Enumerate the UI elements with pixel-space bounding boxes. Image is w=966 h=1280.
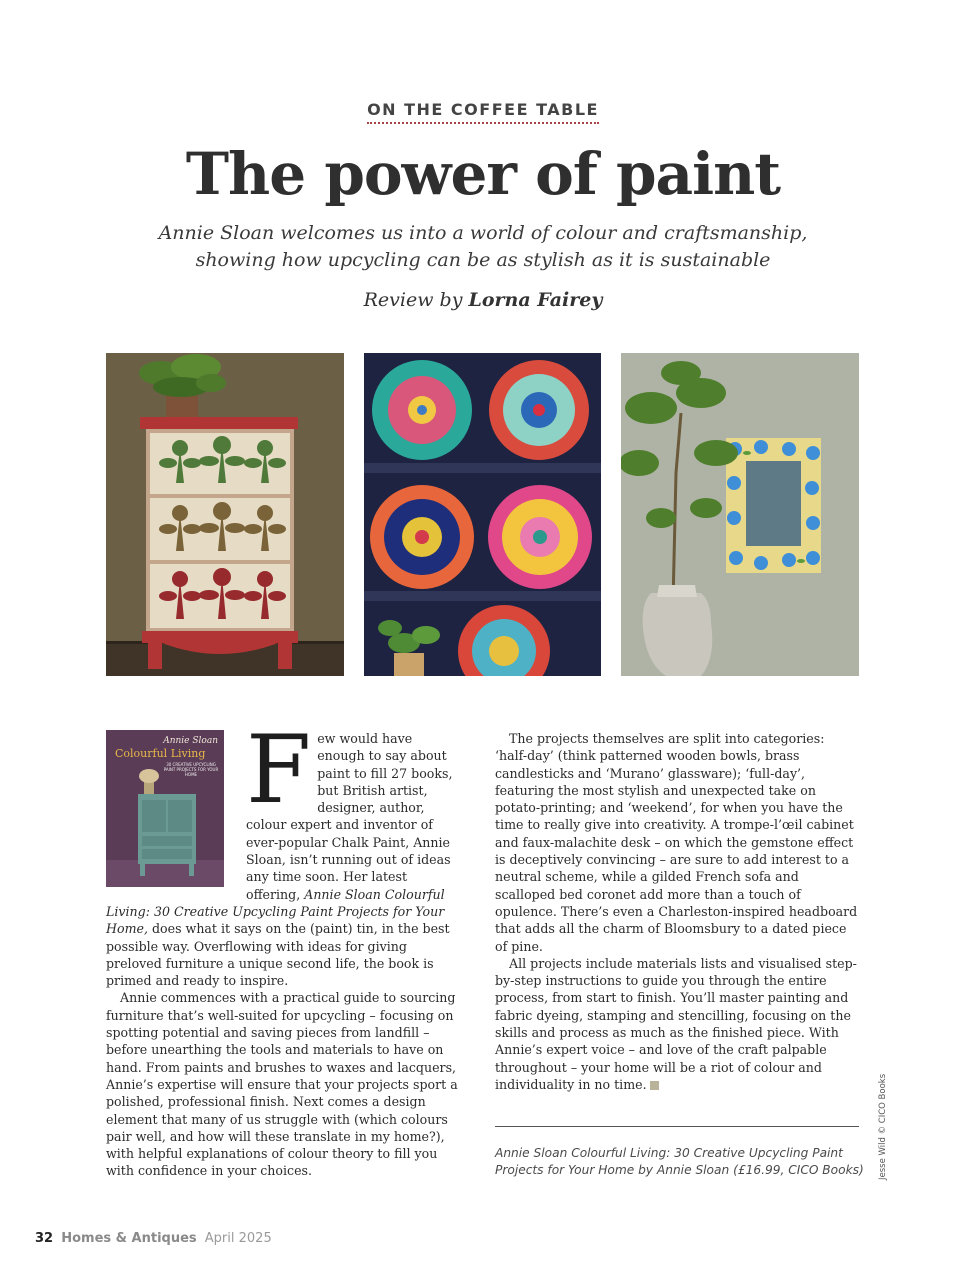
paragraph-3: The projects themselves are split into categories: ‘half-day’ (think patterned wooden bowls, brass candlesticks and ‘Murano’ glassware); ‘full-day’, featuring the most stylish and unexpected take on potato-printing; and ‘weekend’, for when you have the time to really give into creativity. A trompe-l’œil cabinet and faux-malachite desk – on which the gemstone effect is deceptively convincing – are sure to add interest to a neutral scheme, while a gilded French sofa and scalloped bed coronet add more than a touch of opulence. There’s even a Charleston-inspired headboard that adds all the charm of Bloomsbury to a dated piece of pine.: [495, 731, 858, 954]
paragraph-4: [495, 955, 859, 1093]
issue-date: April 2025: [204, 1231, 272, 1246]
end-mark-icon: [650, 1081, 659, 1090]
book-title-inline: Annie Sloan Colourful Living: 30 Creative Upcycling Paint Projects for Your Home,: [106, 886, 445, 937]
section-kicker: [0, 100, 966, 119]
dropcap: F: [246, 716, 312, 825]
book-caption: Annie Sloan Colourful Living: 30 Creative Upcycling Paint Projects for Your Home by Annie Sloan (£16.99, CICO Books): [495, 1146, 864, 1177]
byline-prefix: Review by: [363, 289, 469, 311]
photo-plant-and-frame: [621, 353, 859, 676]
paragraph-1-tail: does what it says on the (paint) tin, in the best possible way. Overflowing with ideas for giving preloved furniture a unique second life, the book is primed and ready to inspire.: [106, 921, 450, 989]
chest-illustration: [106, 353, 344, 676]
photo-painted-chest: [106, 353, 344, 676]
book-cover-subtitle: 30 CREATIVE UPCYCLING PAINT PROJECTS FOR YOUR HOME: [163, 762, 219, 777]
frame-illustration: [621, 353, 859, 676]
page-title: The power of paint: [185, 140, 781, 208]
plates-illustration: [364, 353, 601, 676]
book-cover-title: Colourful Living: [115, 747, 206, 760]
paragraph-4-text: All projects include materials lists and visualised step-by-step instructions to guide you through the entire process, from start to finish. You’ll master painting and fabric dyeing, stamping and stencilling, focusing on the skills and process as much as the finished piece. With Annie’s expert voice – and love of the craft palpable throughout – your home will be a riot of colour and individuality in no time.: [495, 955, 857, 1092]
kicker-label: ON THE COFFEE TABLE: [367, 100, 599, 124]
article-column-1: [106, 716, 461, 1180]
caption-rule: [495, 1126, 859, 1127]
paragraph-1-lead: ew would have enough to say about paint to fill 27 books, but British artist, designer, author, colour expert and inventor of ever-popular Chalk Paint, Annie Sloan, isn’t running out of ideas any time soon. Her latest offering,: [246, 731, 453, 902]
article-column-2: [495, 730, 859, 1093]
magazine-name: Homes & Antiques: [61, 1231, 197, 1246]
photo-painted-plates: [364, 353, 601, 676]
page-number: 32: [35, 1231, 54, 1246]
footer: [35, 1231, 272, 1246]
standfirst: Annie Sloan welcomes us into a world of colour and craftsmanship, showing how upcycling can be as stylish as it is sustainable: [158, 222, 808, 271]
byline-author: Lorna Fairey: [468, 289, 603, 311]
book-cover-signature: Annie Sloan: [163, 736, 218, 746]
book-cover: [106, 730, 224, 887]
paragraph-2: Annie commences with a practical guide to sourcing furniture that’s well-suited for upcycling – focusing on spotting potential and saving pieces from landfill – before unearthing the tools and materials to have on hand. From paints and brushes to waxes and lacquers, Annie’s expertise will ensure that your projects sport a polished, professional finish. Next comes a design element that many of us struggle with (which colours pair well, and how will these translate in my home?), with helpful explanations of colour theory to fill you with confidence in your choices.: [106, 990, 458, 1179]
photo-credit: Jesse Wild © CICO Books: [878, 1073, 888, 1180]
byline: [0, 289, 966, 311]
